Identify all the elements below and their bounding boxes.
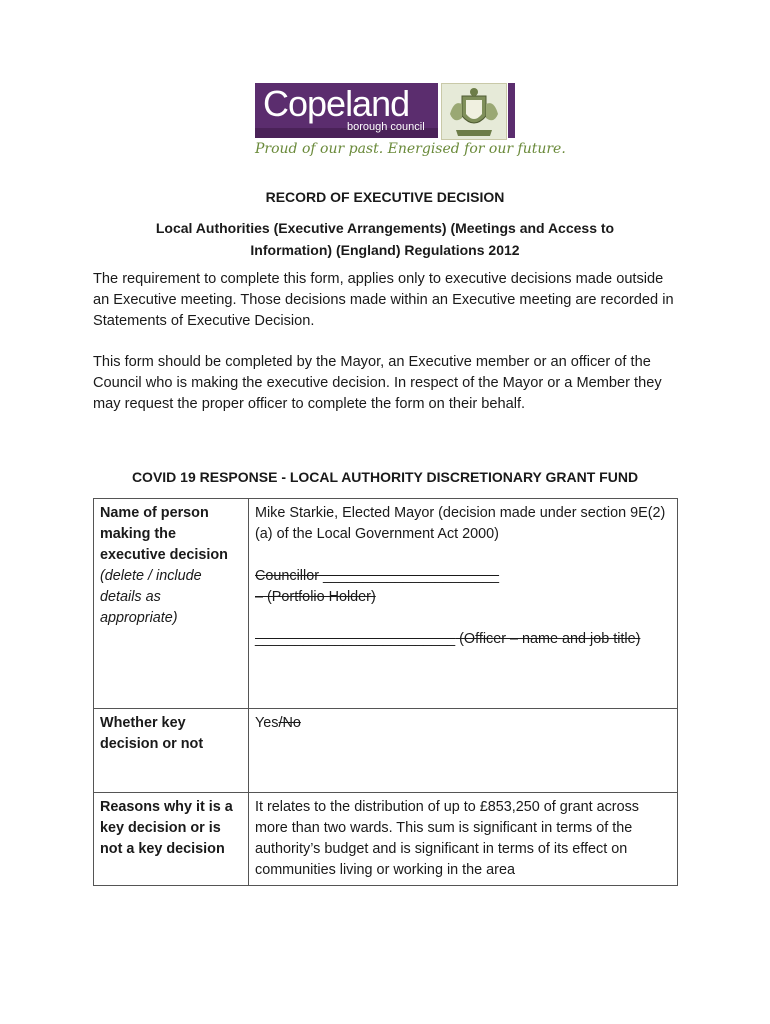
logo-wordmark (255, 83, 438, 138)
table-row (94, 499, 678, 709)
key-decision-value-cell (249, 709, 678, 793)
crest-icon (441, 83, 507, 140)
decision-maker-note: (delete / include details as appropriate) (100, 568, 202, 626)
decision-maker-label-cell (94, 499, 249, 709)
logo-subtitle: borough council (347, 121, 425, 133)
key-decision-yes: Yes (255, 715, 279, 731)
officer-line (255, 629, 671, 650)
decision-maker-value: Mike Starkie, Elected Mayor (decision made under section 9E(2)(a) of the Local Government Act 2000) (255, 505, 666, 542)
council-logo (255, 83, 566, 163)
officer-title: (Officer – name and job title) (455, 631, 641, 647)
table-row (94, 793, 678, 886)
key-decision-label: Whether key decision or not (94, 709, 249, 793)
councillor-line: Councillor ______________________ (255, 568, 500, 584)
officer-blank: _________________________ (255, 631, 456, 647)
logo-name: Copeland (263, 83, 410, 124)
regulations-line-1: Local Authorities (Executive Arrangements) (Meetings and Access to (155, 220, 615, 236)
intro-paragraph-1: The requirement to complete this form, applies only to executive decisions made outside an Executive meeting. Those decisions made within an Executive meeting are recorded in Statements of Executive Decision. (93, 271, 674, 329)
logo-side-bar (508, 83, 515, 138)
key-decision-no: /No (278, 715, 301, 731)
decision-maker-label: Name of person making the executive decision (100, 505, 228, 563)
table-row (94, 709, 678, 793)
regulations-line-2: Information) (England) Regulations 2012 (250, 242, 520, 258)
decision-maker-value-cell (249, 499, 678, 709)
intro-paragraph-2: This form should be completed by the Mayor, an Executive member or an officer of the Council who is making the executive decision. In respect of the Mayor or a Member they may request the proper officer to complete the form on their behalf. (93, 354, 662, 412)
section-heading: COVID 19 RESPONSE - LOCAL AUTHORITY DISCRETIONARY GRANT FUND (131, 469, 639, 485)
portfolio-holder-line: – (Portfolio Holder) (255, 589, 376, 605)
page-title: RECORD OF EXECUTIVE DECISION (265, 189, 505, 205)
reasons-value: It relates to the distribution of up to £853,250 of grant across more than two wards. This sum is significant in terms of the authority’s budget and is significant in terms of its effect on communities living or working in the area (249, 793, 678, 886)
reasons-label: Reasons why it is a key decision or is not a key decision (94, 793, 249, 886)
logo-tagline: Proud of our past. Energised for our future. (255, 141, 566, 157)
decision-table (93, 498, 678, 886)
